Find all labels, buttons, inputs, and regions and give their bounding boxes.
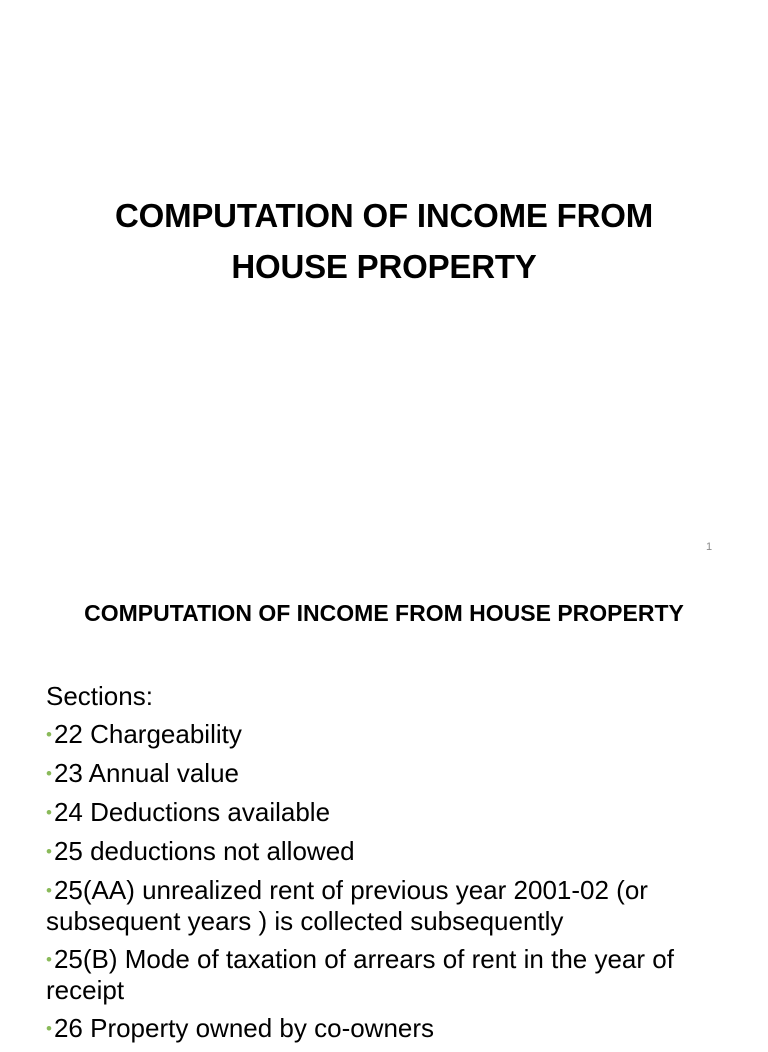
bullet-icon: • xyxy=(46,1019,52,1038)
list-item xyxy=(46,1013,736,1044)
list-item xyxy=(46,719,736,750)
bullet-icon: • xyxy=(46,803,52,822)
slide-1-title: COMPUTATION OF INCOME FROM HOUSE PROPERTY xyxy=(114,197,654,285)
bullet-icon: • xyxy=(46,950,52,969)
bullet-icon: • xyxy=(46,764,52,783)
list-item-text: 26 Property owned by co-owners xyxy=(53,1013,435,1043)
list-item-text: 24 Deductions available xyxy=(53,797,331,827)
sections-heading: Sections: xyxy=(46,681,153,711)
slide-2 xyxy=(0,576,768,1043)
list-item xyxy=(46,944,736,1005)
bullet-icon: • xyxy=(46,842,52,861)
bullet-icon: • xyxy=(46,881,52,900)
list-item xyxy=(46,836,736,867)
page-number: 1 xyxy=(706,541,713,553)
bullet-icon: • xyxy=(46,725,52,744)
list-item-text: 23 Annual value xyxy=(53,758,239,788)
sections-list xyxy=(46,681,736,1052)
list-item-text: 25(B) Mode of taxation of arrears of rent in the year of receipt xyxy=(46,944,674,1005)
list-item-text: 22 Chargeability xyxy=(53,719,242,749)
list-item xyxy=(46,758,736,789)
list-item xyxy=(46,797,736,828)
list-item-text: 25 deductions not allowed xyxy=(53,836,355,866)
list-item-text: 25(AA) unrealized rent of previous year 2001-02 (or subsequent years ) is collected subsequently xyxy=(46,875,648,936)
list-item xyxy=(46,875,736,936)
slide-2-title: COMPUTATION OF INCOME FROM HOUSE PROPERTY xyxy=(84,600,684,626)
